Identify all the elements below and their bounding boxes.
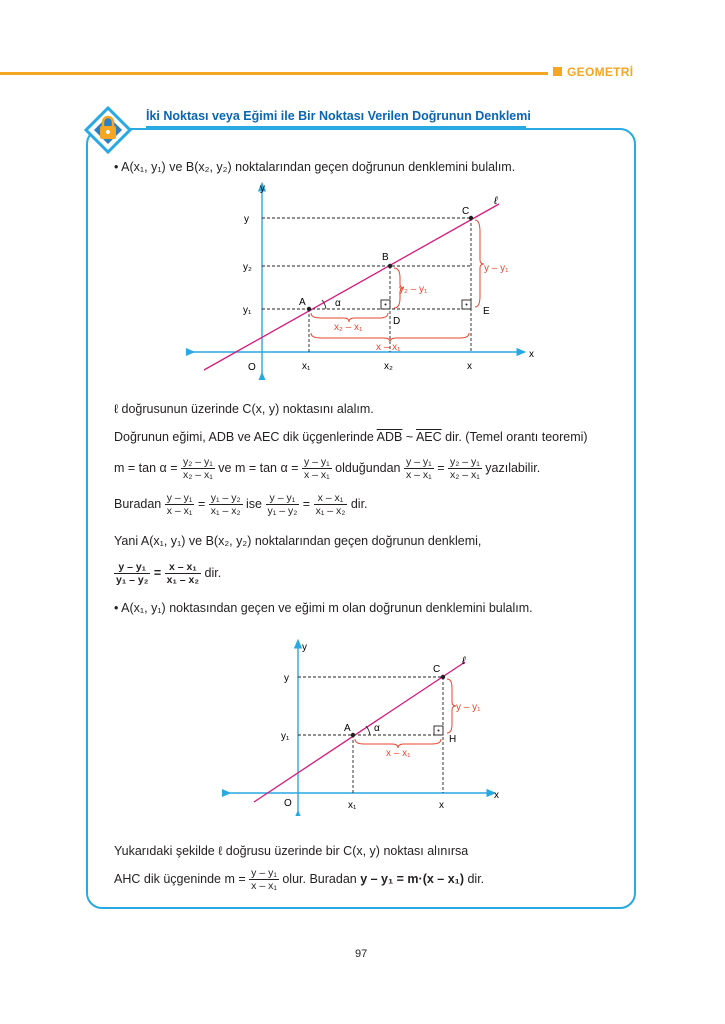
fig1-label-alpha: α	[335, 298, 341, 309]
header-section: GEOMETRİ	[567, 65, 634, 79]
puzzle-lock-icon	[80, 104, 142, 156]
eq3-frac-1: $\frac{\text{y – y₁}}{\text{y₁ – y₂}}$	[116, 561, 149, 586]
eq3-frac-2: $\frac{\text{x – x₁}}{\text{x₁ – x₂}}$	[166, 561, 200, 586]
text-yani: Yani A(x₁, y₁) ve B(x₂, y₂) noktalarından geçen doğrunun denklemi,	[114, 534, 482, 548]
fig2-tick-x: x	[439, 800, 444, 811]
fig2-label-a: A	[344, 723, 351, 734]
fig2-label-c: C	[433, 664, 441, 675]
fig2-origin: O	[284, 798, 292, 809]
fig2-label-h: H	[449, 734, 457, 745]
figure-2	[222, 638, 512, 816]
fig1-tick-y: y	[244, 214, 249, 225]
fig2-tick-x1: x₁	[348, 800, 357, 811]
eq4-frac: $\frac{\text{y – y₁}}{\text{x – x₁}}$	[251, 867, 277, 892]
text-take-point-c: ℓ doğrusunun üzerinde C(x, y) noktasını alalım.	[114, 402, 374, 416]
eq4-mid: olur. Buradan	[282, 871, 357, 886]
fig2-label-xx1: x – x₁	[386, 748, 411, 759]
fig1-label-x2x1: x₂ – x₁	[334, 322, 363, 333]
header-square-icon	[553, 67, 562, 76]
eq2-frac-1: $\frac{\text{y – y₁}}{\text{x – x₁}}$	[166, 492, 193, 517]
title-underline	[146, 126, 526, 128]
fig2-point-c	[441, 675, 445, 679]
fig1-origin: O	[248, 362, 256, 373]
fig1-line-l	[204, 204, 499, 370]
eq4-result: y – y₁ = m·(x – x₁)	[360, 871, 464, 886]
angle-adb: $\overline{ADB}$	[376, 430, 403, 444]
eq1-mid: ve m = tan α =	[218, 460, 299, 475]
fig2-label-yy1: y – y₁	[456, 702, 481, 713]
bullet-2: • A(x₁, y₁) noktasından geçen ve eğimi m olan doğrunun denklemini bulalım.	[114, 601, 533, 615]
eq1-end: yazılabilir.	[485, 460, 541, 475]
section-title: İki Noktası veya Eğimi ile Bir Noktası Verilen Doğrunun Denklemi	[146, 109, 531, 123]
fig1-axis-x: x	[529, 349, 534, 360]
bullet-1: • A(x₁, y₁) ve B(x₂, y₂) noktalarından geçen doğrunun denklemini bulalım.	[114, 160, 516, 174]
header-rule	[0, 72, 548, 75]
fig1-axis-y: y	[260, 183, 265, 194]
fig2-tick-y1: y₁	[281, 731, 290, 742]
bullet-1-text: A(x₁, y₁) ve B(x₂, y₂) noktalarından geçen doğrunun denklemini bulalım.	[121, 160, 516, 174]
fig2-label-alpha: α	[374, 723, 380, 734]
text-slope-pre: Doğrunun eğimi, ADB ve AEC dik üçgenlerinde	[114, 430, 374, 444]
eq1-equals: =	[437, 460, 445, 475]
angle-aec: $\overline{AEC}$	[415, 430, 442, 444]
eq2-frac-3: $\frac{\text{y – y₁}}{\text{y₁ – y₂}}$	[267, 492, 298, 517]
fig1-point-c	[469, 216, 473, 220]
fig1-tick-x1: x₁	[302, 361, 311, 372]
eq4-pre: AHC dik üçgeninde m =	[114, 871, 246, 886]
equation-two-point	[114, 561, 221, 586]
equation-slope	[114, 456, 540, 481]
eq2-equals-1: =	[197, 496, 206, 511]
fig1-point-b	[388, 264, 392, 268]
fig1-label-a: A	[299, 297, 306, 308]
eq2-ise: ise	[246, 496, 263, 511]
fig2-brace-yy1	[447, 679, 456, 733]
fig1-label-d: D	[393, 316, 401, 327]
fig2-tick-y: y	[284, 673, 289, 684]
fig2-axis-y: y	[302, 642, 307, 653]
text-take-c-on-line: Yukarıdaki şekilde ℓ doğrusu üzerinde bir C(x, y) noktası alınırsa	[114, 844, 469, 858]
fig1-label-yy1: y – y₁	[484, 263, 509, 274]
bullet-2-text: A(x₁, y₁) noktasından geçen ve eğimi m olan doğrunun denklemini bulalım.	[121, 601, 533, 615]
equation-point-slope	[114, 867, 484, 892]
text-slope-triangles	[114, 430, 588, 444]
fig1-tick-x: x	[467, 361, 472, 372]
figure-1	[186, 180, 546, 380]
similar-sign: ~	[405, 430, 414, 444]
equation-buradan	[114, 492, 368, 517]
eq4-end: dir.	[467, 871, 485, 886]
eq1-frac-3: $\frac{\text{y – y₁}}{\text{x – x₁}}$	[406, 456, 432, 481]
fig2-brace-xx1	[355, 739, 441, 748]
eq3-equals: =	[153, 565, 162, 580]
fig1-brace-yy1	[475, 220, 484, 307]
fig1-point-a	[307, 307, 311, 311]
fig2-axis-x: x	[494, 790, 499, 801]
fig2-point-a	[351, 733, 355, 737]
eq2-pre: Buradan	[114, 496, 162, 511]
eq2-frac-2: $\frac{\text{y₁ – y₂}}{\text{x₁ – x₂}}$	[210, 492, 241, 517]
fig1-label-b: B	[382, 252, 389, 263]
fig1-label-c: C	[462, 206, 470, 217]
fig1-brace-x2x1	[311, 313, 388, 322]
fig1-label-e: E	[483, 306, 490, 317]
eq1-m1: m = tan α =	[114, 460, 178, 475]
eq1-frac-1: $\frac{\text{y₂ – y₁}}{\text{x₂ – x₁}}$	[183, 456, 213, 481]
eq2-end: dir.	[350, 496, 368, 511]
eq1-olduğundan: olduğundan	[335, 460, 401, 475]
text-slope-post: dir. (Temel orantı teoremi)	[445, 430, 588, 444]
eq1-frac-2: $\frac{\text{y – y₁}}{\text{x – x₁}}$	[303, 456, 330, 481]
eq2-frac-4: $\frac{\text{x – x₁}}{\text{x₁ – x₂}}$	[315, 492, 346, 517]
fig2-line-label: ℓ	[462, 655, 466, 667]
fig1-label-y2y1: y₂ – y₁	[399, 284, 428, 295]
fig1-line-label: ℓ	[494, 195, 498, 207]
fig1-tick-y1: y₁	[243, 305, 252, 316]
page-number: 97	[355, 948, 368, 960]
eq2-equals-2: =	[302, 496, 311, 511]
fig1-tick-y2: y₂	[243, 262, 252, 273]
eq1-frac-4: $\frac{\text{y₂ – y₁}}{\text{x₂ – x₁}}$	[450, 456, 480, 481]
fig1-tick-x2: x₂	[384, 361, 393, 372]
fig1-label-xx1: x – x₁	[376, 342, 401, 353]
eq3-end: dir.	[204, 565, 222, 580]
